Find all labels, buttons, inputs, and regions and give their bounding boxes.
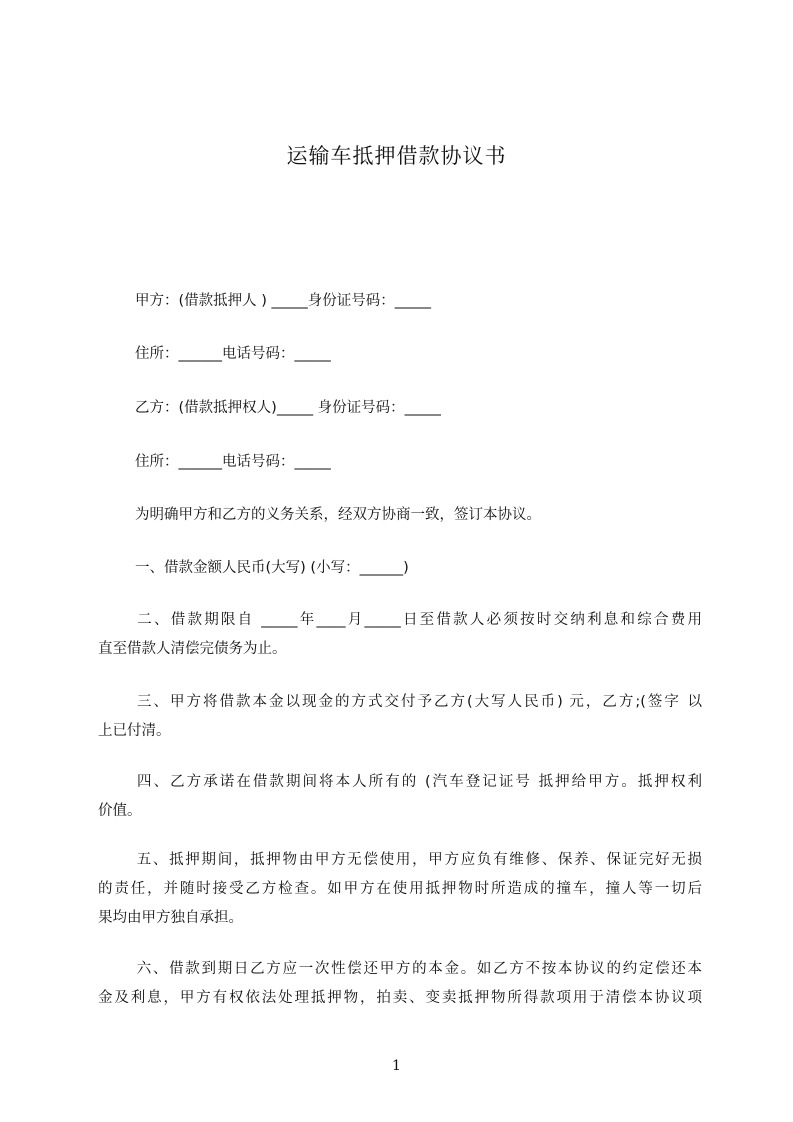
clause-4-line-2: 价值。 bbox=[98, 803, 142, 819]
clause-5-line-3: 果均由甲方独自承担。 bbox=[98, 910, 243, 926]
clause-6-line-1: 六、借款到期日乙方应一次性偿还甲方的本金。如乙方不按本协议的约定偿还本 bbox=[135, 961, 702, 977]
clause-3-line-1: 三、甲方将借款本金以现金的方式交付予乙方(大写人民币) 元，乙方;(签字 以 bbox=[135, 694, 702, 710]
clause-6 bbox=[98, 955, 702, 1013]
clause-6-line-2: 金及利息，甲方有权依法处理抵押物，拍卖、变卖抵押物所得款项用于清偿本协议项 bbox=[98, 990, 702, 1006]
party-a-address-line: 住所：______电话号码：_____ bbox=[135, 346, 331, 362]
clause-3-line-2: 上已付清。 bbox=[98, 723, 171, 739]
clause-5-line-1: 五、抵押期间，抵押物由甲方无偿使用，甲方应负有维修、保养、保证完好无损 bbox=[135, 852, 702, 868]
clause-5-line-2: 的责任，并随时接受乙方检查。如甲方在使用抵押物时所造成的撞车，撞人等一切后 bbox=[98, 881, 702, 897]
party-a-line: 甲方：(借款抵押人 ) _____身份证号码：_____ bbox=[135, 293, 432, 309]
clause-1: 一、借款金额人民币(大写) (小写：______) bbox=[135, 560, 409, 576]
clause-4-line-1: 四、乙方承诺在借款期间将本人所有的 (汽车登记证号 抵押给甲方。抵押权利 bbox=[135, 774, 702, 790]
clause-2-line-2: 直至借款人清偿完债务为止。 bbox=[98, 641, 287, 657]
clause-2 bbox=[98, 606, 702, 664]
party-b-line: 乙方：(借款抵押权人)_____ 身份证号码：_____ bbox=[135, 400, 441, 416]
party-b-address-line: 住所：______电话号码：_____ bbox=[135, 454, 331, 470]
intro-paragraph: 为明确甲方和乙方的义务关系，经双方协商一致，签订本协议。 bbox=[135, 507, 541, 523]
clause-4 bbox=[98, 768, 702, 826]
clause-3 bbox=[98, 688, 702, 746]
page-number: 1 bbox=[392, 1058, 401, 1074]
document-title: 运输车抵押借款协议书 bbox=[286, 144, 507, 168]
clause-2-line-1: 二、借款期限自 _____年____月_____日至借款人必须按时交纳利息和综合费用 bbox=[135, 612, 702, 628]
clause-5 bbox=[98, 846, 702, 933]
